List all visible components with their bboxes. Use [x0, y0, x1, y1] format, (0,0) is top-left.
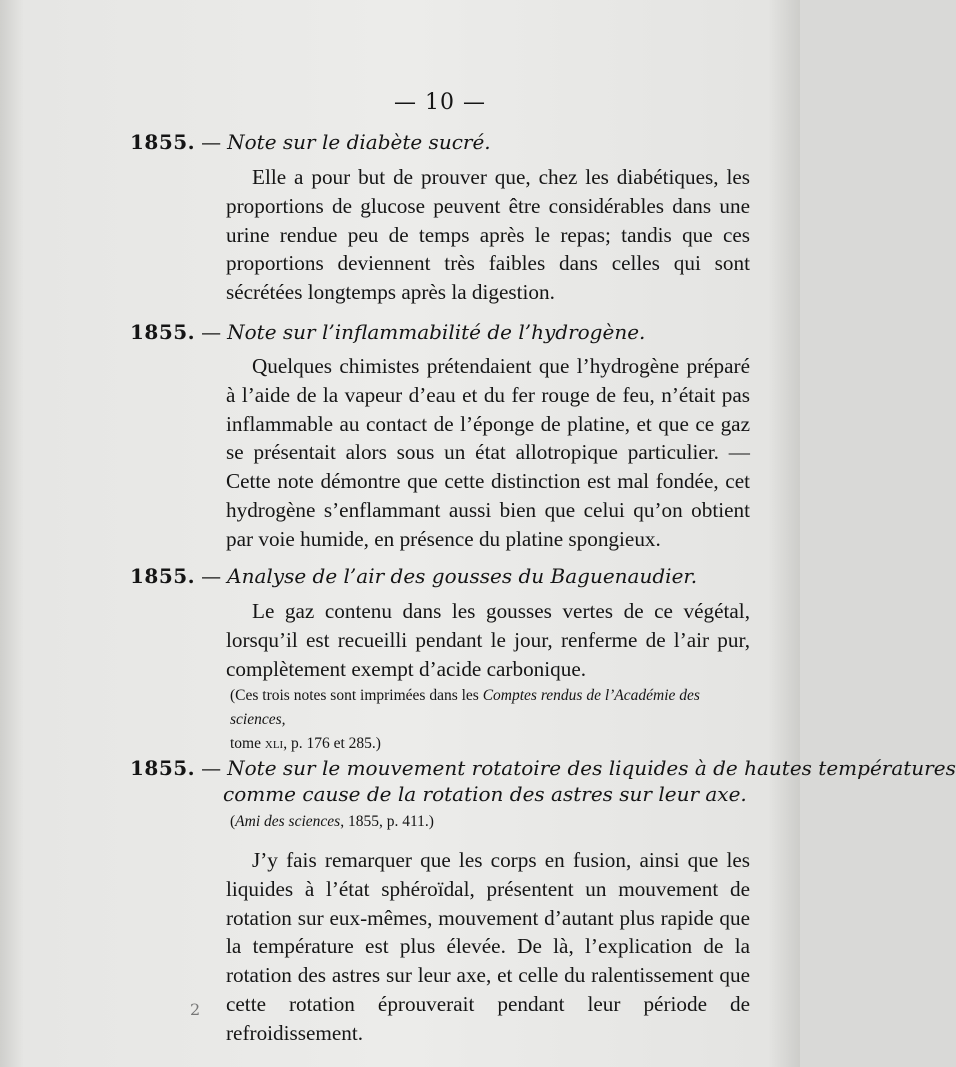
entry-year: 1855.	[130, 130, 196, 154]
entry-heading	[130, 564, 697, 588]
signature-mark: 2	[190, 1000, 201, 1019]
entry-title-line2: comme cause de la rotation des astres sur leur axe.	[223, 782, 747, 806]
entry-heading	[130, 756, 956, 806]
source-note: (Ami des sciences, 1855, p. 411.)	[230, 813, 434, 830]
entry-paragraph: Le gaz contenu dans les gousses vertes de ce végétal, lorsqu’il est recueilli pendant le jour, renferme de l’air pur, complètement exempt d’acide carbonique.	[226, 599, 750, 681]
source-note: (Ces trois notes sont imprimées dans les Comptes rendus de l’Académie des sciences, tome xli, p. 176 et 285.)	[230, 687, 700, 752]
entry-dash: —	[201, 130, 222, 154]
entry-title: Note sur l’inflammabilité de l’hydrogène.	[227, 320, 646, 344]
entry-dash: —	[201, 756, 222, 780]
entry-title: Note sur le mouvement rotatoire des liquides à de hautes températures	[227, 756, 956, 780]
entry-dash: —	[201, 320, 222, 344]
volume-number: xli	[264, 735, 284, 752]
entry-paragraph: J’y fais remarquer que les corps en fusion, ainsi que les liquides à l’état sphéroïdal, présentent un mouvement de rotation sur eux-mêmes, mouvement d’autant plus rapide que la température est plus élevée. De là, l’explication de la rotation des astres sur leur axe, et celle du ralentissement que cette rotation éprouverait pendant leur période de refroidissement.	[226, 848, 750, 1045]
page-number: — 10 —	[394, 90, 486, 115]
entry-paragraph: Quelques chimistes prétendaient que l’hydrogène préparé à l’aide de la vapeur d’eau et du fer rouge de feu, n’était pas inflammable au contact de l’éponge de platine, et que ce gaz se présentait alors sous un état allotropique particulier. — Cette note démontre que cette distinction est mal fondée, cet hydrogène s’enflammant aussi bien que celui qu’on obtient par voie humide, en présence du platine spongieux.	[226, 354, 750, 551]
entry-dash: —	[201, 564, 222, 588]
source-title: Ami des sciences	[235, 813, 341, 830]
entry-title: Analyse de l’air des gousses du Baguenaudier.	[227, 564, 698, 588]
entry-heading	[130, 320, 645, 344]
entry-heading	[130, 130, 491, 154]
entry-title: Note sur le diabète sucré.	[227, 130, 491, 154]
entry-year: 1855.	[130, 564, 196, 588]
entry-paragraph: Elle a pour but de prouver que, chez les diabétiques, les proportions de glucose peuvent être considérables dans une urine rendue peu de temps après le repas; tandis que ces proportions deviennent très faibles dans celles qui sont sécrétées longtemps après la digestion.	[226, 165, 750, 305]
entry-year: 1855.	[130, 756, 196, 780]
entry-year: 1855.	[130, 320, 196, 344]
source-title: Comptes rendus de l’Académie des sciences,	[230, 687, 700, 728]
